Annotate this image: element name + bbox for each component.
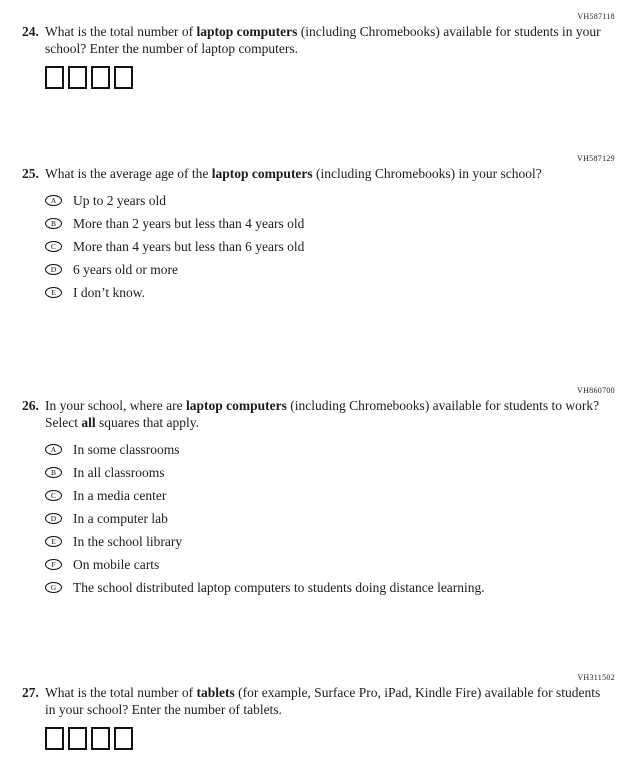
answer-bubble-icon[interactable]: F: [45, 559, 62, 570]
answer-bubble-icon[interactable]: C: [45, 241, 62, 252]
question-27-accession-code: VH311502: [577, 673, 615, 682]
option-label: In some classrooms: [73, 442, 180, 457]
q26-option-5[interactable]: [45, 533, 603, 550]
digit-entry-box[interactable]: [68, 727, 87, 750]
question-25-options: [45, 192, 603, 301]
answer-bubble-icon[interactable]: G: [45, 582, 62, 593]
q26-option-1[interactable]: [45, 441, 603, 458]
answer-bubble-icon[interactable]: B: [45, 218, 62, 229]
answer-bubble-icon[interactable]: D: [45, 264, 62, 275]
option-label: In a computer lab: [73, 511, 168, 526]
answer-bubble-icon[interactable]: A: [45, 444, 62, 455]
q25-option-1[interactable]: [45, 192, 603, 209]
answer-bubble-icon[interactable]: C: [45, 490, 62, 501]
option-label: 6 years old or more: [73, 262, 178, 277]
answer-bubble-icon[interactable]: D: [45, 513, 62, 524]
question-24-accession-code: VH587118: [577, 12, 615, 21]
digit-entry-box[interactable]: [91, 727, 110, 750]
q26-option-2[interactable]: [45, 464, 603, 481]
digit-entry-box[interactable]: [114, 66, 133, 89]
question-25-accession-code: VH587129: [577, 154, 615, 163]
option-label: On mobile carts: [73, 557, 160, 572]
option-label: In a media center: [73, 488, 167, 503]
question-24-number: 24.: [22, 24, 39, 39]
q25-option-4[interactable]: [45, 261, 603, 278]
question-26-options: [45, 441, 603, 596]
option-label: The school distributed laptop computers to students doing distance learning.: [73, 580, 485, 595]
question-26-accession-code: VH860700: [577, 386, 615, 395]
option-label: More than 2 years but less than 4 years old: [73, 216, 305, 231]
q26-option-7[interactable]: [45, 579, 603, 596]
question-27-number-entry: [45, 727, 603, 750]
answer-bubble-icon[interactable]: E: [45, 536, 62, 547]
question-24-number-entry: [45, 66, 603, 89]
digit-entry-box[interactable]: [68, 66, 87, 89]
q26-option-4[interactable]: [45, 510, 603, 527]
option-label: I don’t know.: [73, 285, 145, 300]
answer-bubble-icon[interactable]: E: [45, 287, 62, 298]
option-label: More than 4 years but less than 6 years old: [73, 239, 305, 254]
option-label: In all classrooms: [73, 465, 165, 480]
digit-entry-box[interactable]: [45, 727, 64, 750]
digit-entry-box[interactable]: [114, 727, 133, 750]
question-26-number: 26.: [22, 398, 39, 413]
q25-option-5[interactable]: [45, 284, 603, 301]
answer-bubble-icon[interactable]: B: [45, 467, 62, 478]
question-26-text: In your school, where are laptop computers (including Chromebooks) available for students to work? Select all squares that apply.: [45, 398, 600, 430]
digit-entry-box[interactable]: [91, 66, 110, 89]
question-27-text: What is the total number of tablets (for example, Surface Pro, iPad, Kindle Fire) available for students in your school? Enter the number of tablets.: [45, 685, 601, 717]
answer-bubble-icon[interactable]: A: [45, 195, 62, 206]
question-24-text: What is the total number of laptop computers (including Chromebooks) available for students in your school? Enter the number of laptop computers.: [45, 24, 601, 56]
question-25-number: 25.: [22, 166, 39, 181]
q25-option-3[interactable]: [45, 238, 603, 255]
option-label: In the school library: [73, 534, 183, 549]
digit-entry-box[interactable]: [45, 66, 64, 89]
option-label: Up to 2 years old: [73, 193, 166, 208]
question-25-text: What is the average age of the laptop computers (including Chromebooks) in your school?: [45, 166, 542, 181]
question-27-number: 27.: [22, 685, 39, 700]
q25-option-2[interactable]: [45, 215, 603, 232]
q26-option-6[interactable]: [45, 556, 603, 573]
q26-option-3[interactable]: [45, 487, 603, 504]
